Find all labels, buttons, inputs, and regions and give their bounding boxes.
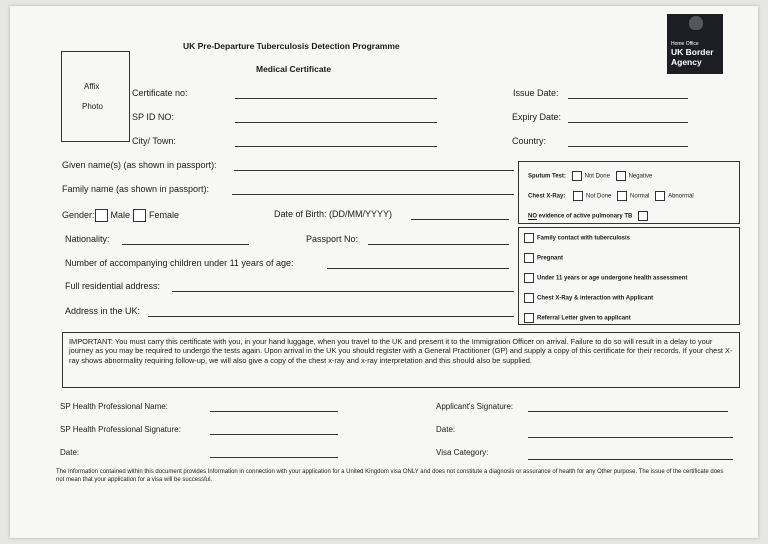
male-label: Male	[110, 209, 131, 220]
checklist-item: Family contact with tuberculosis	[524, 233, 630, 243]
visa-category-label: Visa Category:	[436, 448, 489, 457]
family-name-label: Family name (as shown in passport):	[62, 184, 210, 194]
chest-xray-row	[528, 191, 694, 201]
gender-label: Gender:	[62, 209, 95, 220]
sp-signature-field[interactable]	[210, 434, 338, 435]
date-left-field[interactable]	[210, 457, 338, 458]
sputum-test-label: Sputum Test:	[528, 173, 566, 180]
photo-label-line2: Photo	[82, 102, 103, 111]
male-checkbox[interactable]	[95, 209, 108, 222]
sp-name-field[interactable]	[210, 411, 338, 412]
issue-date-label: Issue Date:	[513, 88, 559, 98]
uk-address-label: Address in the UK:	[65, 306, 141, 316]
certificate-title: Medical Certificate	[256, 64, 332, 74]
certificate-page	[10, 6, 758, 538]
uk-address-field[interactable]	[148, 316, 514, 317]
issue-date-field[interactable]	[568, 98, 688, 99]
no-evidence-row	[528, 211, 651, 221]
referral-letter-checkbox[interactable]	[524, 313, 534, 323]
female-label: Female	[149, 209, 180, 220]
given-names-label: Given name(s) (as shown in passport):	[62, 160, 217, 170]
applicant-signature-label: Applicant's Signature:	[436, 402, 514, 411]
no-evidence-checkbox[interactable]	[638, 211, 648, 221]
date-left-label: Date:	[60, 448, 80, 457]
checklist-item: Under 11 years or age undergone health assessment	[524, 273, 687, 283]
nationality-label: Nationality:	[65, 234, 110, 244]
sp-id-field[interactable]	[235, 122, 437, 123]
no-evidence-label: evidence of active pulmonary TB	[537, 213, 633, 220]
given-names-field[interactable]	[234, 170, 514, 171]
checklist-item: Referral Letter given to applicant	[524, 313, 631, 323]
xray-not-done-checkbox[interactable]	[573, 191, 583, 201]
xray-abnormal-checkbox[interactable]	[655, 191, 665, 201]
dob-field[interactable]	[411, 219, 509, 220]
family-contact-checkbox[interactable]	[524, 233, 534, 243]
country-label: Country:	[512, 136, 547, 146]
city-label: City/ Town:	[132, 136, 176, 146]
test-results-box	[518, 161, 740, 224]
family-name-field[interactable]	[232, 194, 514, 195]
royal-crest-icon	[689, 16, 703, 30]
children-field[interactable]	[327, 268, 509, 269]
sputum-row	[528, 171, 652, 181]
country-field[interactable]	[568, 146, 688, 147]
important-notice: IMPORTANT: You must carry this certificate with you, in your hand luggage, when you travel to the UK and present it to the Immigration Officer on arrival. Failure to do so will result in a delay to your journey as you may be required to undergo the tests again. Upon arrival in the UK you should register with a General Practitioner (GP) and supply a copy of this certificate for their records. If your chest X-ray shows abnormality requiring follow-up, we will also give a copy of the chest x-ray and x-ray interpretation and this should also be supplied.	[62, 332, 740, 388]
assessment-checklist-box	[518, 227, 740, 325]
sp-name-label: SP Health Professional Name:	[60, 402, 168, 411]
chest-xray-interaction-checkbox[interactable]	[524, 293, 534, 303]
checklist-item: Pregnant	[524, 253, 563, 263]
expiry-date-label: Expiry Date:	[512, 112, 562, 122]
date-right-field[interactable]	[528, 437, 733, 438]
sp-id-label: SP ID NO:	[132, 112, 174, 122]
expiry-date-field[interactable]	[568, 122, 688, 123]
programme-title: UK Pre-Departure Tuberculosis Detection Programme	[183, 41, 400, 51]
affix-photo-box[interactable]	[61, 51, 130, 142]
passport-no-label: Passport No:	[306, 234, 359, 244]
sp-signature-label: SP Health Professional Signature:	[60, 425, 181, 434]
applicant-signature-field[interactable]	[528, 411, 728, 412]
city-field[interactable]	[235, 146, 437, 147]
xray-abnormal-label: Abnormal	[668, 193, 694, 200]
sputum-negative-label: Negative	[628, 173, 653, 180]
visa-category-field[interactable]	[528, 459, 733, 460]
dob-label: Date of Birth: (DD/MM/YYYY)	[274, 209, 393, 219]
sputum-negative-checkbox[interactable]	[616, 171, 626, 181]
nationality-field[interactable]	[122, 244, 249, 245]
residential-address-field[interactable]	[172, 291, 514, 292]
xray-not-done-label: Not Done	[586, 193, 612, 200]
photo-label-line1: Affix	[84, 82, 100, 91]
passport-no-field[interactable]	[368, 244, 509, 245]
under-11-checkbox[interactable]	[524, 273, 534, 283]
children-label: Number of accompanying children under 11 years of age:	[65, 258, 294, 268]
no-evidence-prefix: NO	[528, 213, 537, 220]
sputum-not-done-label: Not Done	[584, 173, 610, 180]
checklist-item: Chest X-Ray & interaction with Applicant	[524, 293, 653, 303]
xray-normal-checkbox[interactable]	[617, 191, 627, 201]
disclaimer-footer: The Information contained within this document provides Information in connection with your application for a United Kingdom visa ONLY and does not constitute a diagnosis or assurance of health for any Other purpose. The issue of the certificate does not mean that your application for a visa will be successful.	[56, 469, 724, 483]
sputum-not-done-checkbox[interactable]	[572, 171, 582, 181]
xray-normal-label: Normal	[630, 193, 650, 200]
female-checkbox[interactable]	[133, 209, 146, 222]
certificate-no-field[interactable]	[235, 98, 437, 99]
residential-address-label: Full residential address:	[65, 281, 161, 291]
date-right-label: Date:	[436, 425, 456, 434]
gender-row	[62, 209, 179, 222]
chest-xray-label: Chest X-Ray:	[528, 193, 566, 200]
certificate-no-label: Certificate no:	[132, 88, 188, 98]
pregnant-checkbox[interactable]	[524, 253, 534, 263]
uk-border-agency-logo: Home Office UK Border Agency	[667, 14, 723, 74]
